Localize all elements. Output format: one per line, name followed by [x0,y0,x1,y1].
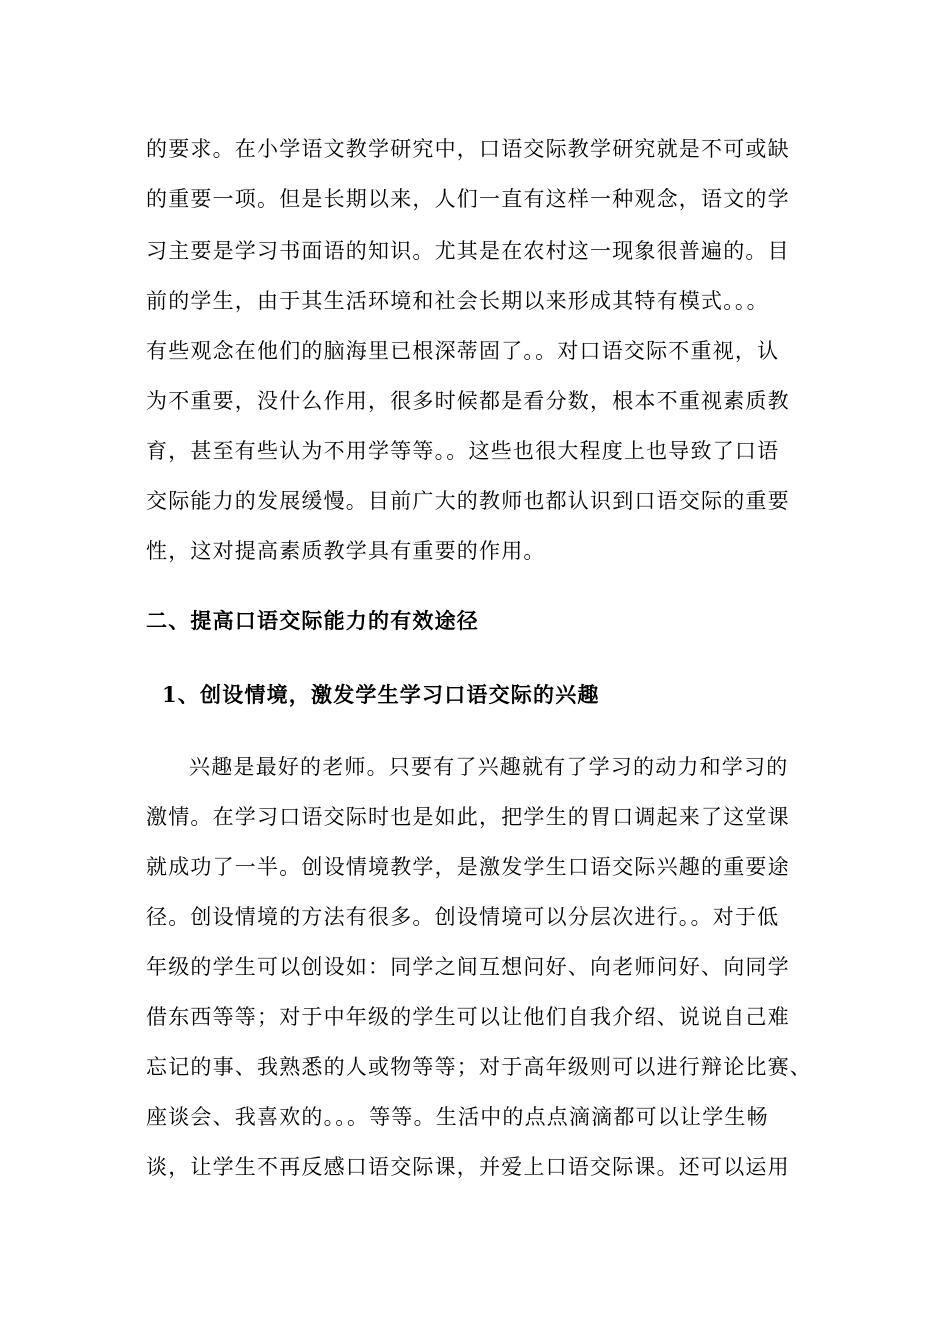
text-line: 忘记的事、我熟悉的人或物等等；对于高年级则可以进行辩论比赛、 [146,1055,812,1079]
text-line: 径。创设情境的方法有很多。创设情境可以分层次进行。。对于低 [146,905,780,929]
text-line: 性，这对提高素质教学具有重要的作用。 [146,539,546,563]
text-line: 借东西等等；对于中年级的学生可以让他们自我介绍、说说自己难 [146,1005,790,1029]
text-line: 谈，让学生不再反感口语交际课，并爱上口语交际课。还可以运用 [146,1155,790,1179]
text-line: 就成功了一半。创设情境教学，是激发学生口语交际兴趣的重要途 [146,855,790,879]
text-line: 兴趣是最好的老师。只要有了兴趣就有了学习的动力和学习的 [189,755,789,779]
text-line: 前的学生，由于其生活环境和社会长期以来形成其特有模式。。。 [146,289,769,313]
subsection-heading: 1、创设情境，激发学生学习口语交际的兴趣 [162,682,600,707]
text-line: 习主要是学习书面语的知识。尤其是在农村这一现象很普遍的。目 [146,239,790,263]
section-heading: 二、提高口语交际能力的有效途径 [146,608,479,633]
text-line: 激情。在学习口语交际时也是如此，把学生的胃口调起来了这堂课 [146,805,790,829]
text-line: 的重要一项。但是长期以来，人们一直有这样一种观念，语文的学 [146,187,790,211]
text-line: 年级的学生可以创设如：同学之间互想问好、向老师问好、向同学 [146,955,790,979]
text-line: 的要求。在小学语文教学研究中，口语交际教学研究就是不可或缺 [146,137,790,161]
text-line: 座谈会、我喜欢的。。。等等。生活中的点点滴滴都可以让学生畅 [146,1105,769,1129]
text-line: 为不重要，没什么作用，很多时候都是看分数，根本不重视素质教 [146,389,790,413]
text-line: 交际能力的发展缓慢。目前广大的教师也都认识到口语交际的重要 [146,489,790,513]
text-line: 育，甚至有些认为不用学等等。。这些也很大程度上也导致了口语 [146,439,780,463]
text-line: 有些观念在他们的脑海里已根深蒂固了。。对口语交际不重视，认 [146,339,780,363]
